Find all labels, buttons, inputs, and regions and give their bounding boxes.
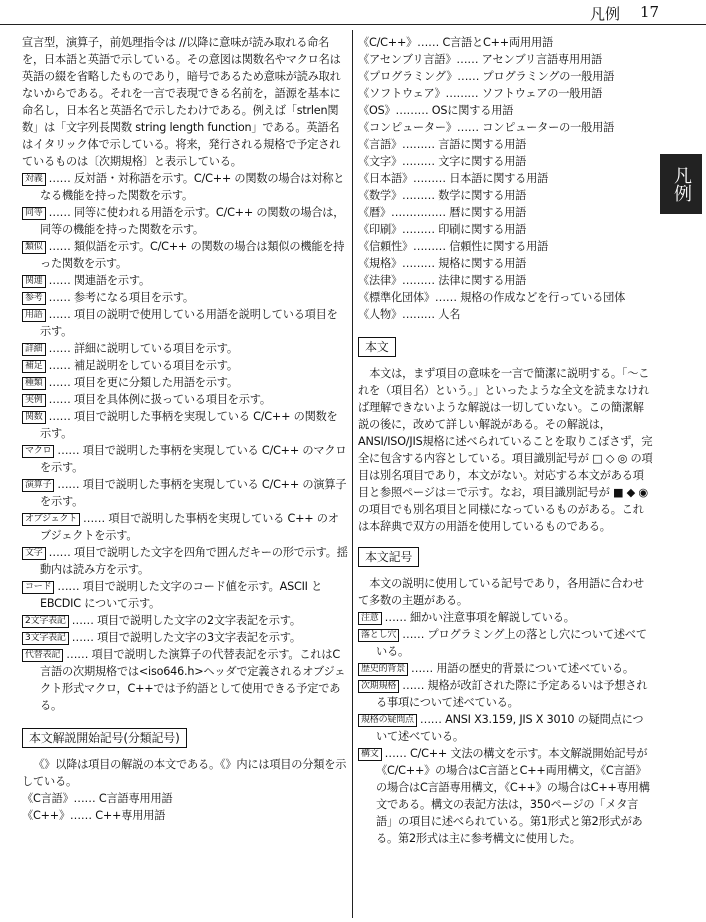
legend-entry (22, 510, 348, 544)
legend-tag: 詳細 (22, 343, 46, 356)
legend-entry (22, 238, 348, 272)
legend-text: …… 項目で説明した事柄を実現している C++ のオブジェクトを示す。 (40, 512, 339, 542)
category-item: 《言語》……… 言語に関する用語 (358, 138, 527, 151)
legend-text: …… 項目で説明した事柄を実現している C/C++ の関数を示す。 (40, 410, 338, 440)
legend-tag: 同等 (22, 207, 46, 220)
legend-tag: 文字 (22, 547, 46, 560)
legend-tag: 歴史的背景 (358, 663, 408, 676)
section-heading-kaisetsu: 本文解説開始記号(分類記号) (22, 728, 187, 748)
legend-entry (22, 578, 348, 612)
legend-tag: 種類 (22, 377, 46, 390)
legend-tag: 類似 (22, 241, 46, 254)
category-item: 《日本語》……… 日本語に関する用語 (358, 172, 549, 185)
category-item: 《数学》……… 数学に関する用語 (358, 189, 527, 202)
legend-entry (358, 677, 654, 711)
legend-tag: 注意 (358, 612, 382, 625)
legend-entry (22, 272, 348, 289)
legend-tag: 関連 (22, 275, 46, 288)
legend-entry (358, 711, 654, 745)
legend-entry (22, 340, 348, 357)
legend-entry (22, 374, 348, 391)
legend-entry (22, 629, 348, 646)
legend-tag: コード (22, 581, 54, 594)
legend-text: …… 細かい注意事項を解説している。 (384, 611, 575, 624)
category-item: 《人物》……… 人名 (358, 308, 461, 321)
kigou-text: 本文の説明に使用している記号であり，各用語に合わせて多数の主題がある。 (358, 577, 644, 607)
legend-entry (22, 357, 348, 374)
legend-text: …… C/C++ 文法の構文を示す。本文解説開始記号が《C/C++》の場合はC言語とC++両用構文，《C言語》の場合はC言語専用構文，《C++》の場合はC++専用構文である。構文の表記方法は，350ページの「メタ言語」の項目に述べられている。第1形式と第2形式がある。第2形式は主に参考構文に使用した。 (376, 747, 650, 845)
legend-text: …… 類似語を示す。C/C++ の関数の場合は類似の機能を持った関数を示す。 (40, 240, 345, 270)
legend-tag: 次期規格 (358, 680, 399, 693)
legend-tag: 演算子 (22, 479, 54, 492)
legend-entry (22, 408, 348, 442)
category-item: 《文字》……… 文字に関する用語 (358, 155, 527, 168)
legend-text: …… 反対語・対称語を示す。C/C++ の関数の場合は対称となる機能を持った関数を示す。 (40, 172, 345, 202)
legend-entry (22, 204, 348, 238)
legend-tag: 3文字表記 (22, 632, 69, 645)
legend-entry (22, 476, 348, 510)
legend-entry (22, 306, 348, 340)
legend-text: …… 項目で説明した事柄を実現している C/C++ の演算子を示す。 (40, 478, 347, 508)
legend-tag: 参考 (22, 292, 46, 305)
legend-entry (358, 660, 654, 677)
legend-text: …… 項目の説明で使用している用語を説明している項目を示す。 (40, 308, 338, 338)
legend-tag: 代替表記 (22, 649, 63, 662)
left-category-list (22, 790, 348, 824)
legend-text: …… 項目で説明した文字の2文字表記を示す。 (71, 614, 301, 627)
page-number: 17 (640, 3, 660, 21)
legend-tag: 関数 (22, 411, 46, 424)
category-item: 《法律》……… 法律に関する用語 (358, 274, 527, 287)
legend-entry (22, 646, 348, 714)
category-item: 《C/C++》…… C言語とC++両用用語 (358, 36, 553, 49)
category-item: 《規格》……… 規格に関する用語 (358, 257, 527, 270)
legend-text: …… 用語の歴史的背景について述べている。 (411, 662, 634, 675)
legend-text: …… 規格が改訂された際に予定あるいは予想される事項について述べている。 (376, 679, 648, 709)
legend-tag: 対義 (22, 173, 46, 186)
legend-tag: 補足 (22, 360, 46, 373)
legend-text: …… 項目で説明した演算子の代替表記を示す。これはC言語の次期規格では<iso646.h>ヘッダで定義されるオブジェクト形式マクロ，C++では予約語として使用できる予定である。 (40, 648, 346, 712)
header-title: 凡例 (590, 5, 621, 23)
honbun-text: 本文は，まず項目の意味を一言で簡潔に説明する。「～これを（項目名）という。」といったような全文を読まなければ理解できないような解説は一切していない。この簡潔解説の後に，改めて詳しい解説がある。その解説は，ANSI/ISO/JIS規格に述べられていることを取りこぼさず，完全に包含する内容としている。項目識別記号が □ ◇ ◎ の項目は別名項目であり，本文がない。対応する本文がある項目と参照ページは＝で示す。なお，項目識別記号が ■ ◆ ◉ の項目でも別名項目と同様になっているものがある。これは本辞典で双方の用語を使用しているものである。 (358, 367, 653, 533)
category-item: 《ソフトウェア》……… ソフトウェアの一般用語 (358, 87, 603, 100)
legend-text: …… ANSI X3.159, JIS X 3010 の疑問点について述べている。 (376, 713, 644, 743)
header-rule (0, 24, 706, 25)
legend-text: …… プログラミング上の落とし穴について述べている。 (376, 628, 647, 658)
category-item: 《C言語》…… C言語専用用語 (22, 792, 173, 805)
legend-entry (358, 609, 654, 626)
category-item: 《コンピューター》…… コンピューターの一般用語 (358, 121, 615, 134)
legend-tag: オブジェクト (22, 513, 80, 526)
legend-text: …… 項目で説明した事柄を実現している C/C++ のマクロを示す。 (40, 444, 347, 474)
legend-entry (358, 626, 654, 660)
legend-entry (22, 544, 348, 578)
legend-entry (22, 612, 348, 629)
legend-text: …… 項目を具体例に扱っている項目を示す。 (48, 393, 271, 406)
category-item: 《アセンブリ言語》…… アセンブリ言語専用用語 (358, 53, 602, 66)
category-item: 《プログラミング》…… プログラミングの一般用語 (358, 70, 615, 83)
legend-entry (358, 745, 654, 847)
right-category-list (358, 34, 654, 323)
legend-text: …… 項目を更に分類した用語を示す。 (48, 376, 238, 389)
legend-text: …… 項目で説明した文字の3文字表記を示す。 (71, 631, 301, 644)
legend-text: …… 同等に使われる用語を示す。C/C++ の関数の場合は，同等の機能を持った関数を示す。 (40, 206, 345, 236)
category-item: 《標準化団体》…… 規格の作成などを行っている団体 (358, 291, 626, 304)
legend-entry (22, 289, 348, 306)
category-item: 《印刷》……… 印刷に関する用語 (358, 223, 527, 236)
section-heading-honbun: 本文 (358, 337, 396, 357)
legend-tag: マクロ (22, 445, 54, 458)
legend-tag: 構文 (358, 748, 382, 761)
legend-entry (22, 391, 348, 408)
category-item: 《C++》…… C++専用用語 (22, 809, 166, 822)
intro-paragraph: 宣言型，演算子，前処理指令は //以降に意味が読み取れる命名を，日本語と英語で示している。その意図は関数名やマクロ名は英語の綴を省略したものであり，暗号であるため意味が読み取れないからである。それを一言で表現できる名前を，語源を基本に命名し，日本名と英語名で示したわけである。例えば「strlen関数」は「文字列長関数 string length function」である。英語名はイタリック体で示している。将来，発行される規格で予定されているものは〔次期規格〕と表示している。 (22, 36, 341, 168)
legend-tag: 規格の疑問点 (358, 714, 417, 727)
legend-text: …… 項目で説明した文字を四角で囲んだキーの形で示す。揺動内は読み方を示す。 (40, 546, 348, 576)
legend-text: …… 項目で説明した文字のコード値を示す。ASCII と EBCDIC について示す。 (40, 580, 323, 610)
legend-text: …… 参考になる項目を示す。 (48, 291, 194, 304)
section-tab[interactable]: 凡例 (660, 154, 702, 214)
left-entry-list (22, 170, 348, 714)
right-entry-list (358, 609, 654, 847)
legend-tag: 2文字表記 (22, 615, 69, 628)
right-column (358, 34, 654, 847)
left-column (22, 34, 348, 824)
category-item: 《信頼性》……… 信頼性に関する用語 (358, 240, 549, 253)
legend-tag: 用語 (22, 309, 46, 322)
category-item: 《暦》…………… 暦に関する用語 (358, 206, 527, 219)
legend-text: …… 詳細に説明している項目を示す。 (48, 342, 238, 355)
legend-text: …… 補足説明をしている項目を示す。 (48, 359, 238, 372)
page-header (0, 0, 706, 26)
column-divider (352, 30, 353, 918)
section-heading-kigou: 本文記号 (358, 547, 419, 567)
category-item: 《OS》……… OSに関する用語 (358, 104, 514, 117)
legend-tag: 落とし穴 (358, 629, 399, 642)
section-kaisetsu-text: 《》以降は項目の解説の本文である。《》内には項目の分類を示している。 (22, 758, 347, 788)
legend-entry (22, 170, 348, 204)
legend-text: …… 関連語を示す。 (48, 274, 150, 287)
legend-entry (22, 442, 348, 476)
legend-tag: 実例 (22, 394, 46, 407)
